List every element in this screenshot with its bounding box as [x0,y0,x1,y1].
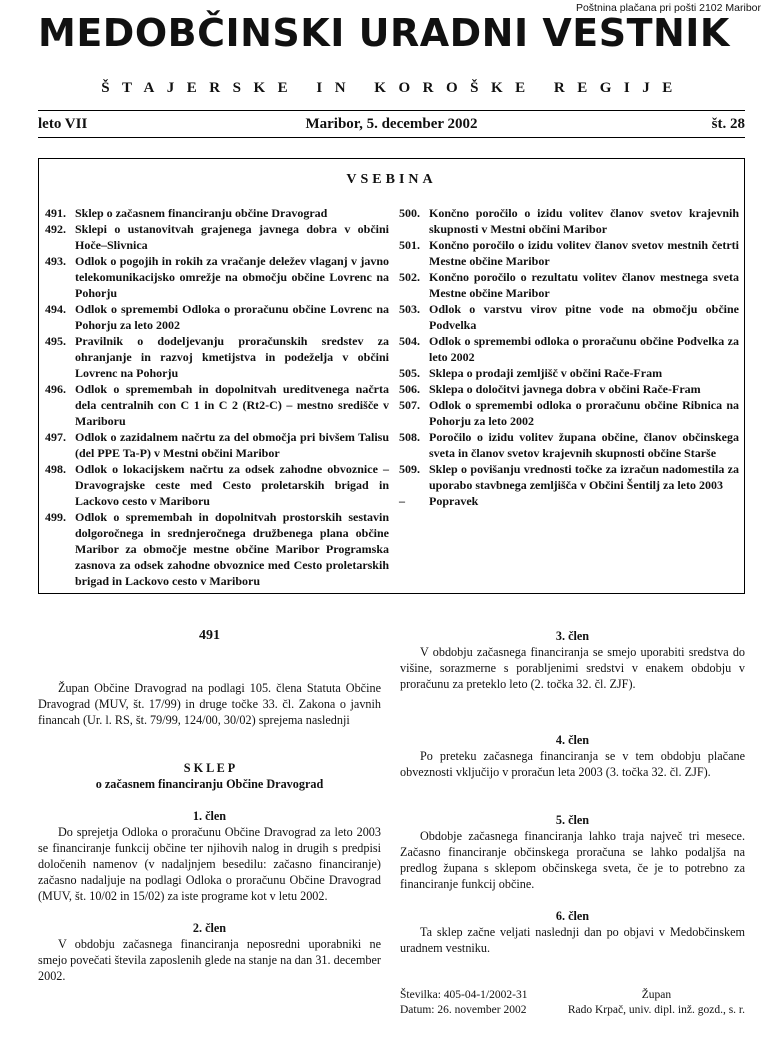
toc-item-text: Odlok o pogojih in rokih za vračanje deležev vlaganj v javno telekomunikacijsko omrežje na območju občine Lovrenc na Pohorju [75,254,389,300]
toc-item-number: 492. [45,222,66,236]
toc-right-column [399,205,739,509]
toc-item [45,205,389,221]
toc-item-number: 499. [45,510,66,524]
toc-item [399,397,739,429]
article-5-title: 5. člen [555,813,590,827]
issue-number: št. 28 [711,116,745,132]
toc-item-number: 491. [45,206,66,220]
toc-item-number: 496. [45,382,66,396]
toc-item-text: Končno poročilo o izidu volitev članov svetov mestnih četrti Mestne občine Maribor [429,238,739,268]
toc-item [399,205,739,237]
toc-item [399,365,739,381]
toc-item [399,493,739,509]
bottom-rule [38,137,745,138]
article-1-title: 1. člen [192,809,227,823]
signature-block [400,988,745,1018]
toc-item-number: 502. [399,270,420,284]
toc-item-number: 497. [45,430,66,444]
year-label: leto VII [38,116,88,132]
document-date: Datum: 26. november 2002 [400,1004,527,1016]
toc-item-number: 508. [399,430,420,444]
act-preamble: Župan Občine Dravograd na podlagi 105. člena Statuta Občine Dravograd (MUV, št. 17/99) in druge točke 33. čl. Zakona o javnih financah (Ur. l. RS, št. 79/99, 124/00, 30/02) sprejema naslednji [38,681,381,727]
toc-item-text: Sklepa o določitvi javnega dobra v občini Rače-Fram [429,382,701,396]
toc-item [399,269,739,301]
act-subtitle: o začasnem financiranju Občine Dravograd [95,777,324,791]
article-6-title: 6. člen [555,909,590,923]
article-4-text: Po preteku začasnega financiranja se v tem obdobju plačane obveznosti vključijo v proračun leta 2003 (3. točka 32. čl. ZJF). [400,749,745,779]
act-title: S K L E P [183,761,236,775]
toc-item-text: Odlok o spremembah in dopolnitvah ureditvenega načrta dela centralnih con C 1 in C 2 (Rt2-C) – mestno središče v Mariboru [75,382,389,428]
toc-item-number: 509. [399,462,420,476]
article-3-text: V obdobju začasnega financiranja se smejo uporabiti sredstva do višine, sorazmerne s porabljenimi sredstvi v enakem obdobju v proračunu za preteklo leto (2. točka 32. čl. ZJF). [400,645,745,691]
toc-left-column [45,205,389,589]
toc-item-text: Odlok o zazidalnem načrtu za del območja pri bivšem Talisu (del PPE Ta-P) v Mestni občini Maribor [75,430,389,460]
toc-item-number: 501. [399,238,420,252]
masthead-title: MEDOBČINSKI URADNI VESTNIK [38,11,730,55]
article-2-title: 2. člen [192,921,227,935]
masthead-subtitle: ŠTAJERSKE IN KOROŠKE REGIJE [101,80,685,96]
toc-item-text: Odlok o spremembah in dopolnitvah prostorskih sestavin dolgoročnega in srednjeročnega družbenega plana občine Maribor za območje mestne občine Maribor Programska zasnova za odsek zahodne obvoznice med Cesto proletarskih brigad in Lackovo cesto v Mariboru [75,510,389,588]
toc-item [399,461,739,493]
article-4-title: 4. člen [555,733,590,747]
toc-item-number: 494. [45,302,66,316]
toc-item [399,381,739,397]
toc-item-text: Odlok o lokacijskem načrtu za odsek zahodne obvoznice – Dravograjske ceste med Cesto proletarskih brigad in Lackovo cesto v Mariboru [75,462,389,508]
toc-item [45,461,389,509]
toc-item-number: 506. [399,382,420,396]
toc-item-number: 505. [399,366,420,380]
toc-item-number: 500. [399,206,420,220]
toc-item-text: Poročilo o izidu volitev župana občine, članov občinskega sveta in članov svetov krajevnih skupnosti občine Starše [429,430,739,460]
toc-item-number: 498. [45,462,66,476]
toc-item-number: 503. [399,302,420,316]
toc-item-text: Odlok o spremembi odloka o proračunu občine Podvelka za leto 2002 [429,334,739,364]
toc-item [45,509,389,589]
toc-item-number: 495. [45,334,66,348]
toc-item-text: Odlok o spremembi odloka o proračunu občine Ribnica na Pohorju za leto 2002 [429,398,739,428]
right-column [400,628,745,1018]
toc-item [45,333,389,381]
signatory-name: Rado Krpač, univ. dipl. inž. gozd., s. r. [567,1004,745,1016]
toc-item [45,301,389,333]
toc-item [45,253,389,301]
toc-item-text: Pravilnik o dodeljevanju proračunskih sredstev za ohranjanje in razvoj kmetijstva in podeželja v občini Lovrenc na Pohorju [75,334,389,380]
toc-item [399,333,739,365]
toc-item [45,381,389,429]
toc-item-number: 507. [399,398,420,412]
article-2-text: V obdobju začasnega financiranja neposredni uporabniki ne smejo povečati števila zaposlenih glede na stanje na dan 31. december 2002. [38,937,381,983]
postage-note: Poštnina plačana pri pošti 2102 Maribor [575,2,761,14]
toc-item-number: 504. [399,334,420,348]
place-date: Maribor, 5. december 2002 [305,116,478,132]
toc-item-text: Končno poročilo o rezultatu volitev članov mestnega sveta Mestne občine Maribor [429,270,739,300]
toc-item [45,429,389,461]
toc-item-text: Sklepa o prodaji zemljišč v občini Rače-Fram [429,366,663,380]
left-column [38,628,381,984]
toc-item-text: Sklep o začasnem financiranju občine Dravograd [75,206,328,220]
toc-item-text: Končno poročilo o izidu volitev članov svetov krajevnih skupnosti v Mestni občini Maribor [429,206,739,236]
act-number: 491 [199,628,220,643]
toc-item-text: Popravek [429,494,479,508]
toc-item [399,429,739,461]
signatory-role: Župan [641,989,672,1001]
article-6-text: Ta sklep začne veljati naslednji dan po objavi v Medobčinskem uradnem vestniku. [400,925,745,955]
toc-item [399,237,739,269]
article-5-text: Obdobje začasnega financiranja lahko traja največ tri mesece. Začasno financiranje občinskega proračuna se lahko podaljša na predlog župana s sklepom občinskega sveta, če je to potrebno za financiranje funkcij občine. [400,829,745,891]
table-of-contents [38,158,745,594]
toc-item-text: Odlok o spremembi Odloka o proračunu občine Lovrenc na Pohorju za leto 2002 [75,302,389,332]
article-3-title: 3. člen [555,629,590,643]
toc-title: VSEBINA [346,172,437,187]
top-rule [38,110,745,111]
article-1-text: Do sprejetja Odloka o proračunu Občine Dravograd za leto 2003 se financiranje funkcij občine ter njihovih nalog in drugih s predpisi določenih namenov (v nadaljnjem besedilu: začasno financiranje) začasno nadaljuje na podlagi Odloka o proračunu Občine Dravograd (MUV, št. 10/02 in 15/02) za iste programe kot v letu 2002. [38,825,381,903]
issue-line [38,116,745,133]
document-number: Številka: 405-04-1/2002-31 [400,989,528,1001]
toc-item-text: Odlok o varstvu virov pitne vode na območju občine Podvelka [429,302,739,332]
toc-item-number: 493. [45,254,66,268]
toc-item-number: – [399,494,405,508]
toc-item [45,221,389,253]
toc-item [399,301,739,333]
toc-item-text: Sklep o povišanju vrednosti točke za izračun nadomestila za uporabo stavbnega zemljišča v Občini Šentilj za leto 2003 [429,462,739,492]
toc-item-text: Sklepi o ustanovitvah grajenega javnega dobra v občini Hoče–Slivnica [75,222,389,252]
